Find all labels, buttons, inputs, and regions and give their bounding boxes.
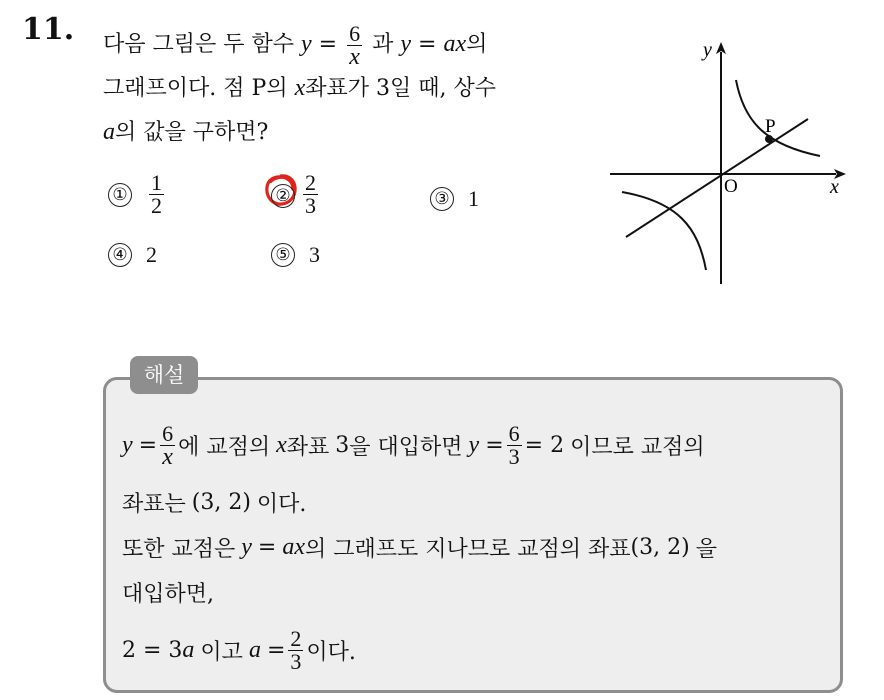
- q2-post: 일 때, 상수: [390, 76, 496, 101]
- hyperbola-branch-q1: [736, 80, 820, 156]
- solution-line-5: [122, 615, 837, 685]
- s3-text1: 또한 교점은: [122, 537, 236, 562]
- s2-text2: 이다.: [256, 492, 307, 517]
- x-axis-label: x: [830, 176, 839, 198]
- choice-1-den: 2: [151, 193, 162, 218]
- q1-fraction: [347, 20, 362, 70]
- choice-3-mark: ③: [430, 187, 454, 211]
- q2-point: P: [251, 76, 267, 101]
- choice-1[interactable]: [108, 172, 167, 217]
- choice-3[interactable]: [430, 186, 479, 212]
- function-graph: [608, 32, 858, 287]
- choice-2[interactable]: [271, 172, 321, 217]
- q3-post: 의 값을 구하면?: [115, 120, 269, 145]
- s3-y: y: [241, 534, 252, 560]
- s3-ax: ax: [282, 534, 306, 560]
- choice-1-fraction: [149, 172, 164, 217]
- s5-frac: [288, 625, 303, 674]
- q1-mid: 과: [372, 32, 394, 57]
- s1-x: x: [276, 431, 287, 458]
- s1-frac1-den-var: x: [162, 443, 173, 470]
- choice-4[interactable]: [108, 242, 157, 268]
- choice-5-value: 3: [309, 242, 320, 267]
- solution-line-3: [122, 525, 837, 570]
- s5-text1: 이고: [200, 639, 243, 665]
- q1-eq2: =: [418, 32, 437, 57]
- q3-a: a: [103, 119, 115, 145]
- solution-line-1: [122, 410, 837, 480]
- s4-text1: 대입하면,: [122, 582, 215, 607]
- q2-mid1: 의: [266, 76, 288, 101]
- q1-pre: 다음 그림은 두 함수: [103, 32, 294, 57]
- line-y-ax: [626, 119, 808, 237]
- choice-3-value: 1: [468, 186, 479, 211]
- question-line-1: [103, 20, 593, 70]
- s5-frac-den: 3: [290, 648, 302, 674]
- s1-text4: 이므로 교점의: [570, 434, 705, 460]
- s5-a2: a: [248, 636, 261, 663]
- q2-three: 3: [376, 76, 390, 101]
- s1-y: y: [122, 431, 133, 458]
- origin-label: O: [724, 176, 738, 197]
- choice-4-mark: ④: [108, 243, 132, 267]
- solution-line-4: [122, 570, 837, 615]
- s1-frac1-den: [160, 443, 175, 470]
- choice-2-fraction: [303, 172, 318, 217]
- choice-5[interactable]: [271, 242, 320, 268]
- s1-frac2: [507, 420, 522, 469]
- choice-4-value: 2: [146, 242, 157, 267]
- choice-2-num: 2: [305, 170, 316, 195]
- answer-choices: [108, 168, 528, 278]
- q2-mid2: 좌표가: [305, 76, 369, 101]
- s3-coord: (3, 2): [630, 535, 690, 560]
- q1-frac-den-var: x: [349, 43, 360, 70]
- q1-y2: y: [400, 31, 412, 57]
- s5-frac-num: 2: [290, 625, 302, 651]
- s3-eq: =: [257, 535, 277, 560]
- s2-coord: (3, 2): [191, 490, 251, 515]
- choice-2-mark: ②: [271, 184, 295, 208]
- s1-text3: 을 대입하면: [349, 434, 463, 460]
- s3-text3: 을: [695, 537, 717, 562]
- s1-eq3: = 2: [524, 432, 565, 458]
- s1-frac1-num: 6: [162, 420, 174, 446]
- solution-body: [122, 410, 837, 685]
- question-line-2: [103, 66, 593, 110]
- s5-a: a: [182, 636, 195, 663]
- choice-2-den: 3: [305, 193, 316, 218]
- s1-eq: =: [138, 432, 158, 458]
- point-p-label: P: [765, 116, 776, 137]
- s1-frac1: [160, 420, 175, 470]
- q2-pre: 그래프이다. 점: [103, 76, 245, 101]
- q1-ax: ax: [443, 31, 467, 57]
- q2-x: x: [294, 75, 306, 101]
- q1-eq1: =: [318, 32, 338, 57]
- s5-eq: 2 = 3: [122, 637, 183, 663]
- s3-text2: 의 그래프도 지나므로 교점의 좌표: [305, 537, 631, 562]
- q1-frac-den: [347, 43, 362, 70]
- y-axis-label: y: [703, 39, 712, 61]
- question-text: [103, 22, 593, 154]
- s1-text1: 에 교점의: [178, 434, 271, 460]
- solution-line-2: [122, 480, 837, 525]
- s2-text1: 좌표는: [122, 492, 186, 517]
- question-number: 11.: [22, 12, 75, 47]
- s1-frac2-den: 3: [508, 443, 520, 469]
- solution-tab: 해설: [130, 356, 198, 394]
- q1-frac-num: 6: [349, 20, 361, 46]
- q1-y1: y: [301, 31, 312, 57]
- s1-frac2-num: 6: [508, 420, 520, 446]
- s1-y2: y: [468, 431, 480, 458]
- question-line-3: [103, 110, 593, 154]
- s5-text2: 이다.: [306, 639, 356, 665]
- s1-three: 3: [335, 432, 350, 458]
- choice-1-num: 1: [151, 170, 162, 195]
- q1-post: 의: [466, 32, 488, 57]
- choice-1-mark: ①: [108, 183, 132, 207]
- s5-eq2: =: [266, 637, 286, 663]
- s1-eq2: =: [485, 432, 504, 458]
- choice-5-mark: ⑤: [271, 243, 295, 267]
- s1-text2: 좌표: [286, 434, 330, 460]
